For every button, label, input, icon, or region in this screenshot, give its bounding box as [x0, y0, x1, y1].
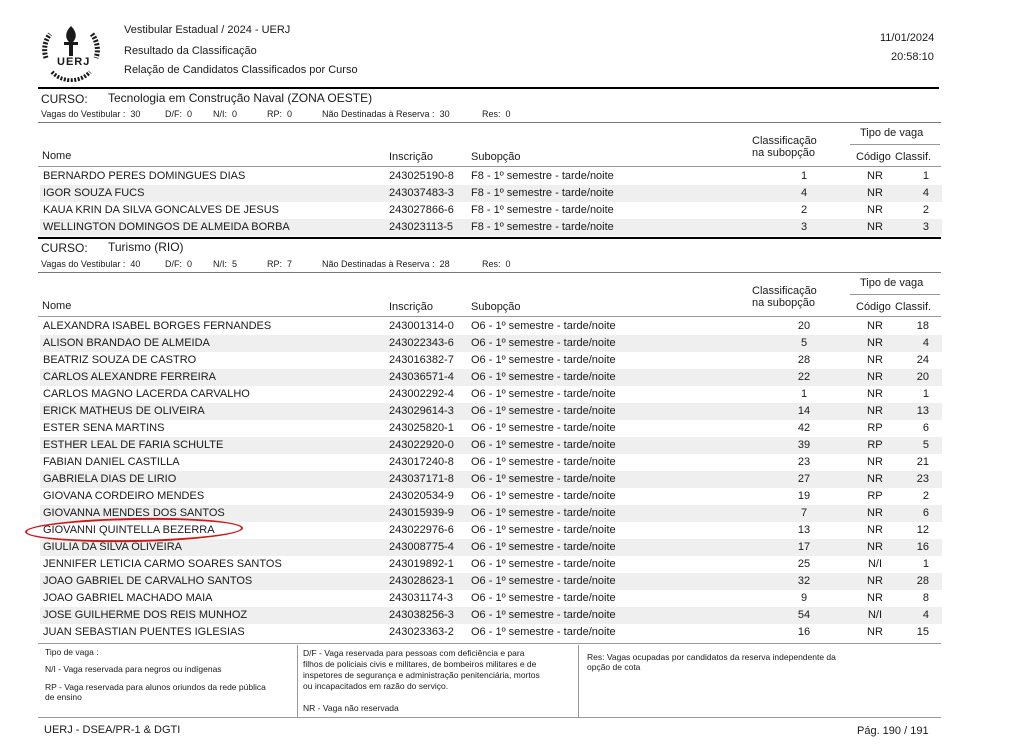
cell-inscricao: 243037483-3 — [389, 187, 454, 199]
cell-classif: 2 — [922, 204, 929, 216]
cell-subopcao: O6 - 1º semestre - tarde/noite — [471, 524, 616, 536]
col-tipo-vaga: Tipo de vaga — [860, 277, 924, 289]
course-name: Tecnologia em Construção Naval (ZONA OESTE) — [108, 91, 373, 105]
legend-tipo: Tipo de vaga : — [45, 647, 99, 657]
cell-nome: JENNIFER LETICIA CARMO SOARES SANTOS — [43, 558, 282, 570]
cell-classif: 15 — [916, 626, 929, 638]
col-classificacao: Classificação na subopção — [752, 285, 817, 309]
cell-inscricao: 243008775-4 — [389, 541, 454, 553]
table-row — [40, 573, 942, 590]
cell-subopcao: O6 - 1º semestre - tarde/noite — [471, 405, 616, 417]
cell-subopcao: F8 - 1º semestre - tarde/noite — [471, 170, 614, 182]
table-top-rule — [38, 122, 941, 123]
report-subtitle — [124, 45, 257, 57]
cell-nome: ALEXANDRA ISABEL BORGES FERNANDES — [43, 320, 272, 332]
course-separator — [38, 237, 941, 239]
cell-nome: JOSE GUILHERME DOS REIS MUNHOZ — [43, 609, 248, 621]
cell-subopcao: O6 - 1º semestre - tarde/noite — [471, 558, 616, 570]
cell-subopcao: O6 - 1º semestre - tarde/noite — [471, 337, 616, 349]
cell-classif: 28 — [916, 575, 929, 587]
cell-nome: ESTER SENA MARTINS — [43, 422, 165, 434]
col-nome: Nome — [42, 300, 72, 312]
cell-classif: 4 — [922, 609, 929, 621]
cell-inscricao: 243025190-8 — [389, 170, 454, 182]
col-subopcao: Subopção — [471, 301, 521, 313]
cell-classificacao: 25 — [797, 558, 811, 570]
legend-ni: N/I - Vaga reservada para negros ou indígenas — [45, 664, 222, 674]
course-name: Turismo (RIO) — [108, 240, 184, 254]
cell-classificacao: 13 — [797, 524, 811, 536]
cell-subopcao: O6 - 1º semestre - tarde/noite — [471, 626, 616, 638]
cell-codigo: NR — [867, 456, 883, 468]
cell-classif: 23 — [916, 473, 929, 485]
cell-nome: ALISON BRANDAO DE ALMEIDA — [43, 337, 210, 349]
cell-subopcao: O6 - 1º semestre - tarde/noite — [471, 490, 616, 502]
legend-rp-1: RP - Vaga reservada para alunos oriundos da rede pública — [45, 682, 266, 692]
cell-subopcao: O6 - 1º semestre - tarde/noite — [471, 439, 616, 451]
table-row — [40, 386, 942, 403]
cell-subopcao: O6 - 1º semestre - tarde/noite — [471, 609, 616, 621]
cell-nome: FABIAN DANIEL CASTILLA — [43, 456, 180, 468]
cell-classificacao: 42 — [797, 422, 811, 434]
cell-codigo: N/I — [867, 609, 883, 621]
col-classificacao: Classificação na subopção — [752, 135, 817, 159]
table-row — [40, 369, 942, 386]
cell-classif: 18 — [916, 320, 929, 332]
cell-classificacao: 39 — [797, 439, 811, 451]
legend-rp-2: de ensino — [45, 692, 82, 702]
cell-nome: ESTHER LEAL DE FARIA SCHULTE — [43, 439, 224, 451]
cell-codigo: NR — [867, 320, 883, 332]
col-tipo-vaga: Tipo de vaga — [860, 127, 924, 139]
cell-subopcao: O6 - 1º semestre - tarde/noite — [471, 473, 616, 485]
table-row — [40, 624, 942, 641]
cell-subopcao: F8 - 1º semestre - tarde/noite — [471, 187, 614, 199]
cell-inscricao: 243025820-1 — [389, 422, 454, 434]
cell-classif: 21 — [916, 456, 929, 468]
cell-classif: 6 — [922, 507, 929, 519]
table-row — [40, 202, 942, 219]
cell-classificacao: 19 — [797, 490, 811, 502]
cell-inscricao: 243017240-8 — [389, 456, 454, 468]
cell-codigo: NR — [867, 626, 883, 638]
cell-classif: 24 — [916, 354, 929, 366]
cell-codigo: NR — [867, 187, 883, 199]
cell-classificacao: 23 — [797, 456, 811, 468]
cell-nome: GIOVANA CORDEIRO MENDES — [43, 490, 205, 502]
cell-inscricao: 243028623-1 — [389, 575, 454, 587]
cell-nome: JUAN SEBASTIAN PUENTES IGLESIAS — [43, 626, 245, 638]
page-number: Pág. 190 / 191 — [857, 725, 929, 737]
cell-subopcao: O6 - 1º semestre - tarde/noite — [471, 507, 616, 519]
cell-codigo: NR — [867, 388, 883, 400]
cell-codigo: RP — [867, 439, 883, 451]
cell-nome: CARLOS ALEXANDRE FERREIRA — [43, 371, 216, 383]
cell-codigo: N/I — [867, 558, 883, 570]
table-row — [40, 488, 942, 505]
cell-classificacao: 5 — [800, 337, 808, 349]
table-top-rule — [38, 272, 941, 273]
col-classif: Classif. — [895, 301, 932, 313]
table-row — [40, 403, 942, 420]
cell-subopcao: O6 - 1º semestre - tarde/noite — [471, 320, 616, 332]
cell-subopcao: O6 - 1º semestre - tarde/noite — [471, 371, 616, 383]
table-row — [40, 556, 942, 573]
cell-classif: 1 — [922, 388, 929, 400]
table-row — [40, 185, 942, 202]
cell-codigo: NR — [867, 221, 883, 233]
cell-inscricao: 243022343-6 — [389, 337, 454, 349]
cell-nome: JOAO GABRIEL DE CARVALHO SANTOS — [43, 575, 253, 587]
cell-classif: 4 — [922, 337, 929, 349]
cell-classificacao: 54 — [797, 609, 811, 621]
cell-classificacao: 28 — [797, 354, 811, 366]
cell-classificacao: 20 — [797, 320, 811, 332]
cell-nome: GIULIA DA SILVA OLIVEIRA — [43, 541, 182, 553]
cell-codigo: NR — [867, 524, 883, 536]
table-row — [40, 168, 942, 185]
course-stats: Vagas do Vestibular : 40 — [41, 259, 141, 269]
legend-df-3: inspetores de segurança e administração penitenciária, mortos — [303, 670, 540, 680]
table-row — [40, 352, 942, 369]
cell-nome: IGOR SOUZA FUCS — [43, 187, 145, 199]
cell-codigo: NR — [867, 354, 883, 366]
cell-classificacao: 4 — [800, 187, 808, 199]
cell-classif: 8 — [922, 592, 929, 604]
cell-codigo: NR — [867, 337, 883, 349]
subtitle-word: Classificação — [191, 45, 257, 57]
cell-inscricao: 243016382-7 — [389, 354, 454, 366]
cell-subopcao: O6 - 1º semestre - tarde/noite — [471, 541, 616, 553]
cell-codigo: NR — [867, 541, 883, 553]
header-rule — [38, 87, 939, 89]
legend-res-1: Res: Vagas ocupadas por candidatos da reserva independente da — [587, 652, 836, 662]
cell-nome: BERNARDO PERES DOMINGUES DIAS — [43, 170, 246, 182]
cell-classif: 5 — [922, 439, 929, 451]
col-nome: Nome — [42, 150, 72, 162]
cell-classif: 16 — [916, 541, 929, 553]
report-date: 11/01/2024 — [880, 32, 935, 44]
table-row — [40, 318, 942, 335]
table-row — [40, 454, 942, 471]
cell-classif: 13 — [916, 405, 929, 417]
report-subtitle-2: Relação de Candidatos Classificados por Curso — [124, 64, 358, 76]
cell-codigo: NR — [867, 170, 883, 182]
cell-nome: JOAO GABRIEL MACHADO MAIA — [43, 592, 213, 604]
cell-classif: 12 — [916, 524, 929, 536]
col-inscricao: Inscrição — [389, 151, 434, 163]
cell-subopcao: O6 - 1º semestre - tarde/noite — [471, 422, 616, 434]
cell-inscricao: 243036571-4 — [389, 371, 454, 383]
cell-codigo: NR — [867, 473, 883, 485]
cell-classif: 1 — [922, 558, 929, 570]
table-row — [40, 471, 942, 488]
cell-codigo: NR — [867, 592, 883, 604]
cell-classificacao: 14 — [797, 405, 811, 417]
cell-subopcao: F8 - 1º semestre - tarde/noite — [471, 221, 614, 233]
subtitle-prefix: Resultado da — [124, 45, 189, 57]
cell-subopcao: F8 - 1º semestre - tarde/noite — [471, 204, 614, 216]
legend-df-1: D/F - Vaga reservada para pessoas com deficiência e para — [303, 648, 525, 658]
course-label: CURSO: — [41, 92, 88, 106]
table-row — [40, 437, 942, 454]
cell-codigo: NR — [867, 507, 883, 519]
cell-inscricao: 243022920-0 — [389, 439, 454, 451]
col-codigo: Código — [856, 301, 891, 313]
course-label: CURSO: — [41, 241, 88, 255]
table-row — [40, 590, 942, 607]
cell-subopcao: O6 - 1º semestre - tarde/noite — [471, 456, 616, 468]
cell-nome: KAUA KRIN DA SILVA GONCALVES DE JESUS — [43, 204, 279, 216]
cell-inscricao: 243022976-6 — [389, 524, 454, 536]
cell-classificacao: 27 — [797, 473, 811, 485]
cell-inscricao: 243019892-1 — [389, 558, 454, 570]
cell-classificacao: 32 — [797, 575, 811, 587]
cell-subopcao: O6 - 1º semestre - tarde/noite — [471, 354, 616, 366]
cell-inscricao: 243037171-8 — [389, 473, 454, 485]
col-codigo: Código — [856, 151, 891, 163]
cell-codigo: RP — [867, 422, 883, 434]
cell-subopcao: O6 - 1º semestre - tarde/noite — [471, 592, 616, 604]
cell-inscricao: 243020534-9 — [389, 490, 454, 502]
course-stats: Vagas do Vestibular : 30 — [41, 109, 141, 119]
cell-inscricao: 243023363-2 — [389, 626, 454, 638]
legend-nr: NR - Vaga não reservada — [303, 703, 399, 713]
cell-classif: 4 — [922, 187, 929, 199]
cell-inscricao: 243029614-3 — [389, 405, 454, 417]
cell-nome: WELLINGTON DOMINGOS DE ALMEIDA BORBA — [43, 221, 290, 233]
cell-nome: BEATRIZ SOUZA DE CASTRO — [43, 354, 197, 366]
cell-codigo: NR — [867, 204, 883, 216]
report-time: 20:58:10 — [891, 51, 934, 63]
uerj-logo — [38, 20, 104, 82]
cell-subopcao: O6 - 1º semestre - tarde/noite — [471, 388, 616, 400]
cell-classificacao: 9 — [800, 592, 808, 604]
cell-classificacao: 22 — [797, 371, 811, 383]
cell-nome: ERICK MATHEUS DE OLIVEIRA — [43, 405, 205, 417]
cell-inscricao: 243027866-6 — [389, 204, 454, 216]
cell-codigo: NR — [867, 575, 883, 587]
cell-classificacao: 2 — [800, 204, 808, 216]
cell-inscricao: 243023113-5 — [389, 221, 454, 233]
cell-classif: 20 — [916, 371, 929, 383]
cell-inscricao: 243001314-0 — [389, 320, 454, 332]
table-row — [40, 219, 942, 236]
footer-left: UERJ - DSEA/PR-1 & DGTI — [44, 724, 181, 736]
cell-codigo: RP — [867, 490, 883, 502]
cell-classificacao: 1 — [800, 388, 808, 400]
cell-subopcao: O6 - 1º semestre - tarde/noite — [471, 575, 616, 587]
cell-classificacao: 3 — [800, 221, 808, 233]
cell-codigo: NR — [867, 371, 883, 383]
table-row — [40, 335, 942, 352]
table-row — [40, 607, 942, 624]
cell-nome: CARLOS MAGNO LACERDA CARVALHO — [43, 388, 250, 400]
cell-classif: 6 — [922, 422, 929, 434]
cell-nome: GIOVANNI QUINTELLA BEZERRA — [43, 524, 215, 536]
table-row — [40, 539, 942, 556]
cell-classificacao: 16 — [797, 626, 811, 638]
cell-inscricao: 243015939-9 — [389, 507, 454, 519]
cell-nome: GABRIELA DIAS DE LIRIO — [43, 473, 177, 485]
cell-classif: 1 — [922, 170, 929, 182]
cell-classif: 2 — [922, 490, 929, 502]
cell-classificacao: 7 — [800, 507, 808, 519]
col-classif: Classif. — [895, 151, 932, 163]
legend-df-2: filhos de policiais civis e militares, de bombeiros militares e de — [303, 659, 537, 669]
cell-nome: GIOVANNA MENDES DOS SANTOS — [43, 507, 225, 519]
cell-classificacao: 1 — [800, 170, 808, 182]
cell-classif: 3 — [922, 221, 929, 233]
cell-classificacao: 17 — [797, 541, 811, 553]
cell-inscricao: 243031174-3 — [389, 592, 454, 604]
logo-text: UERJ — [57, 56, 91, 68]
legend-df-4: ou incapacitados em razão do serviço. — [303, 681, 449, 691]
col-subopcao: Subopção — [471, 151, 521, 163]
cell-inscricao: 243038256-3 — [389, 609, 454, 621]
report-title: Vestibular Estadual / 2024 - UERJ — [124, 24, 291, 36]
col-inscricao: Inscrição — [389, 301, 434, 313]
cell-codigo: NR — [867, 405, 883, 417]
legend-res-2: opção de cota — [587, 662, 641, 672]
table-row — [40, 420, 942, 437]
cell-inscricao: 243002292-4 — [389, 388, 454, 400]
